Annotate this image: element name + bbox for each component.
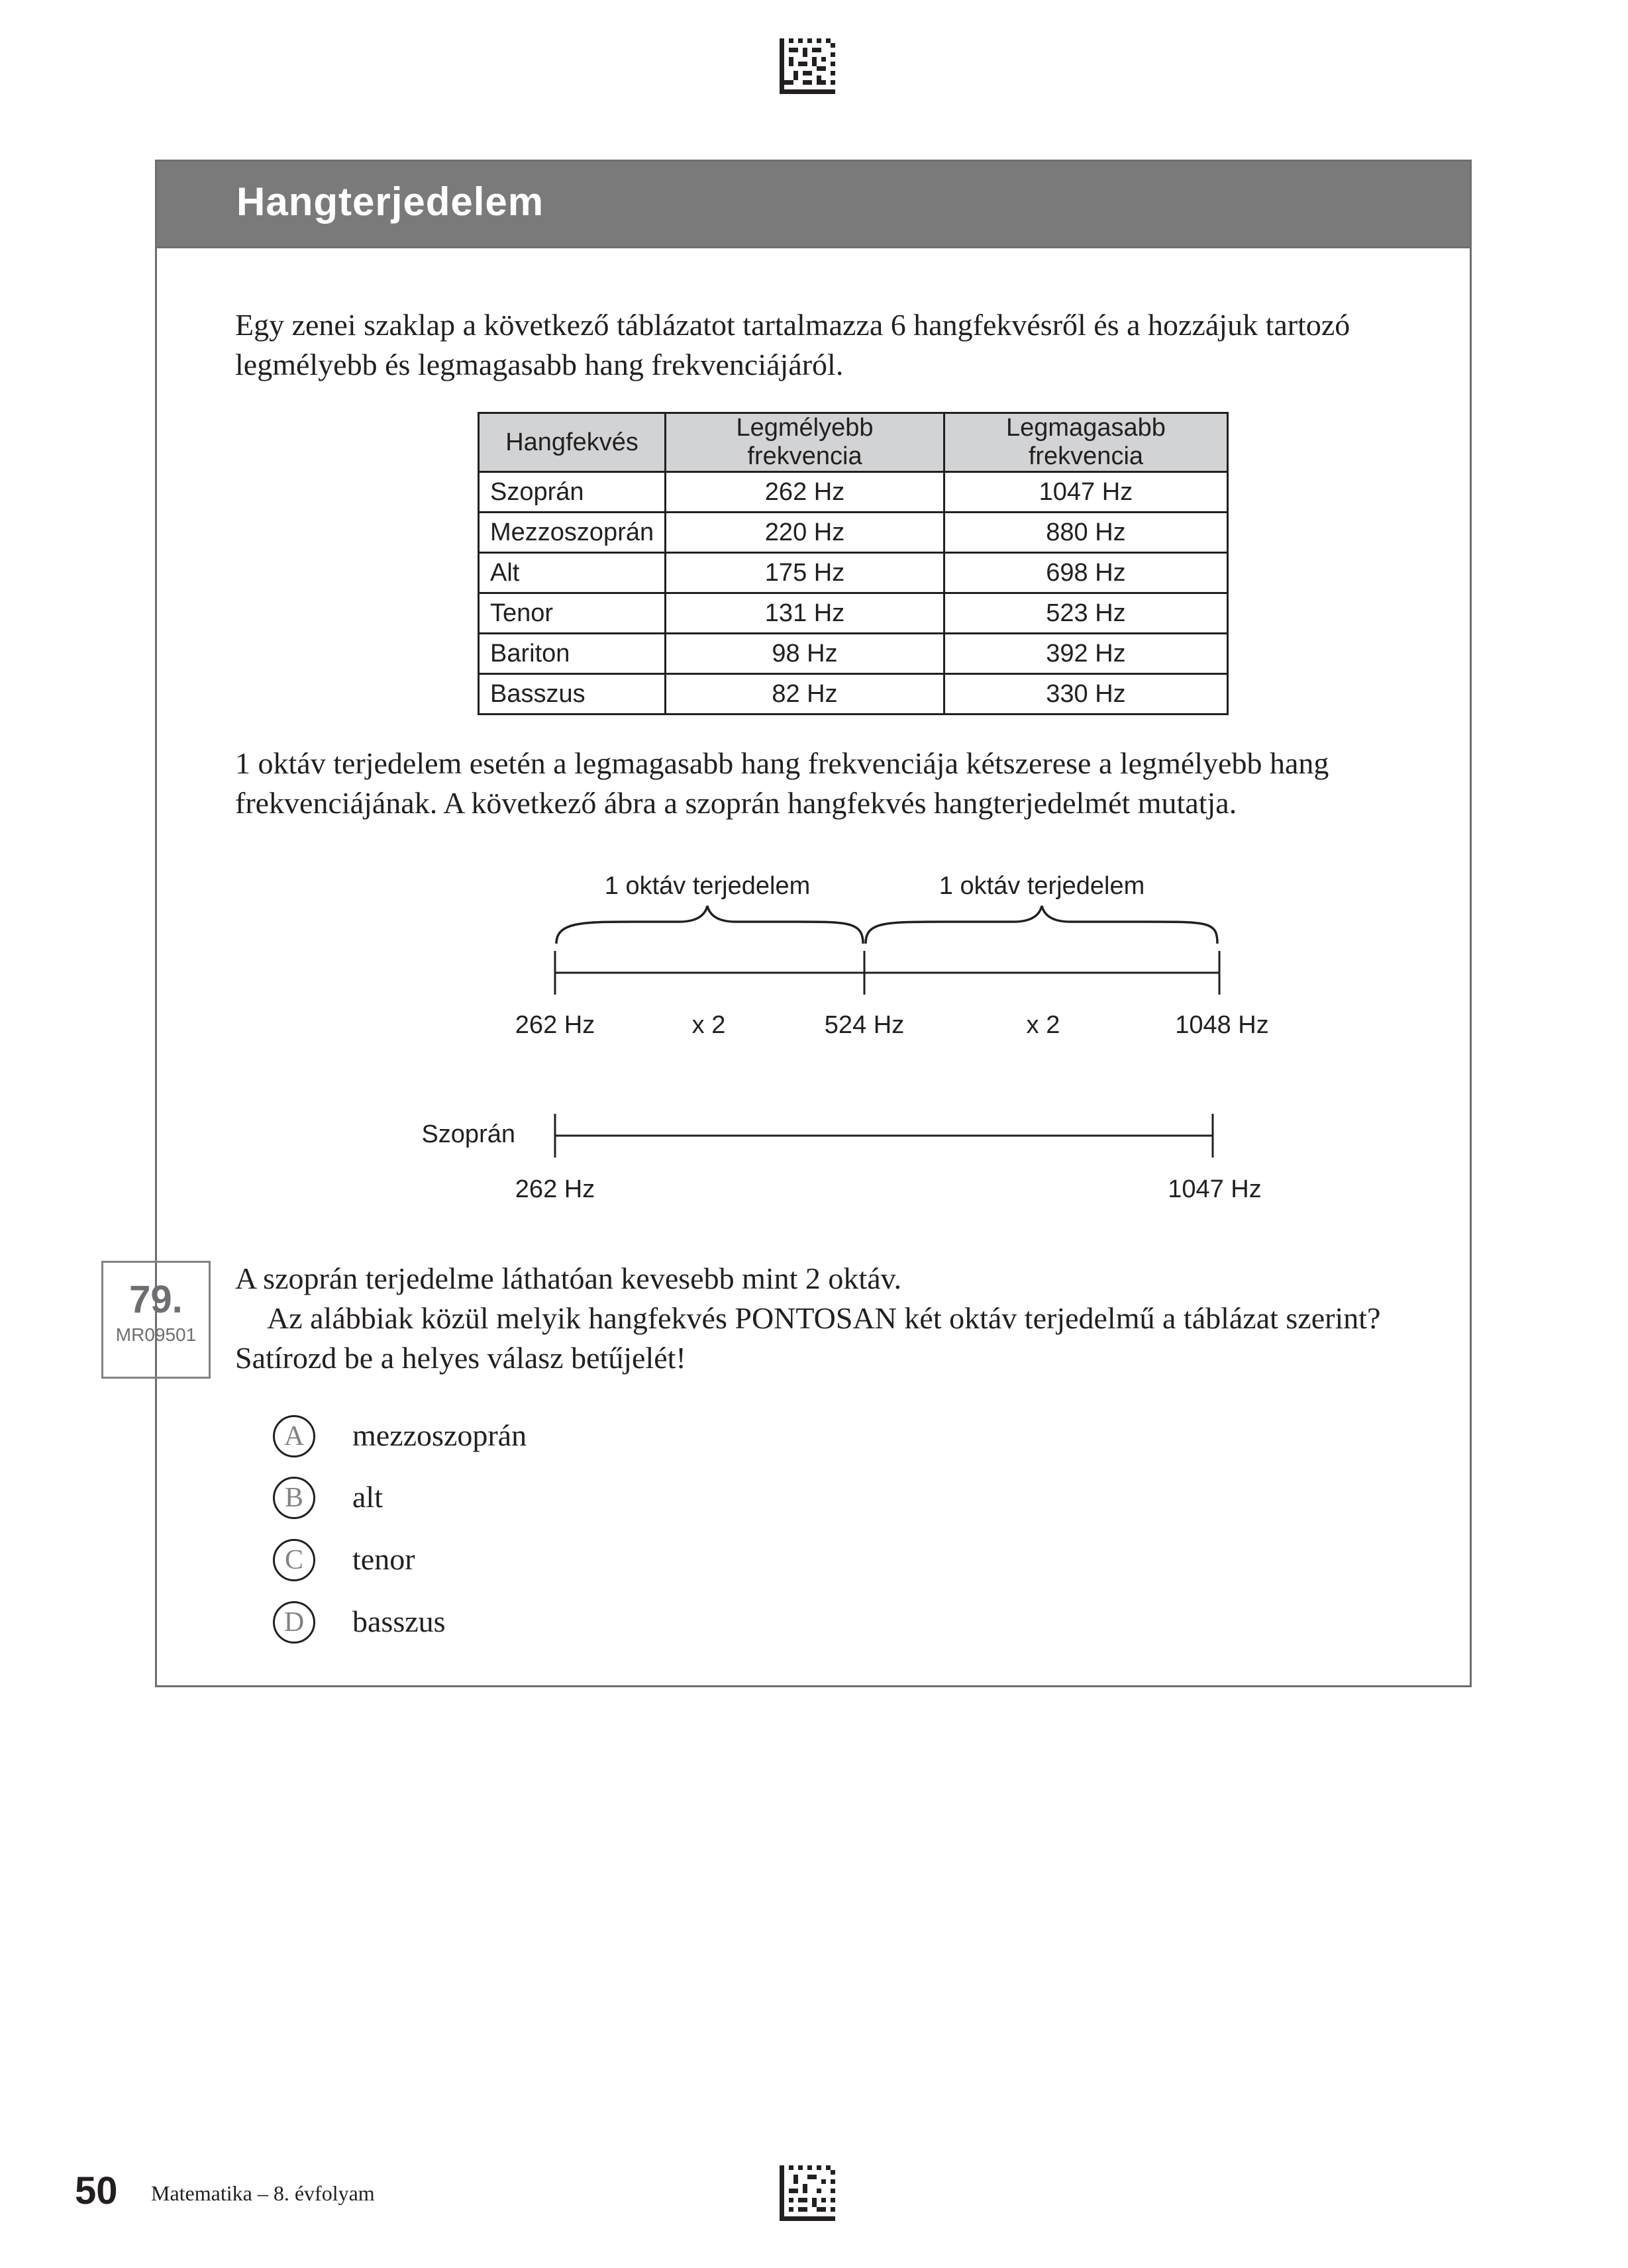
question-text [235,1259,1480,1378]
voice-cell: Bariton [479,634,666,674]
lowest-frequency-cell: 131 Hz [666,593,944,634]
highest-frequency-cell: 330 Hz [944,674,1227,715]
question-line: Satírozd be a helyes válasz betűjelét! [235,1341,686,1375]
column-header: Legmélyebb frekvencia [666,413,944,472]
tick-label: 262 Hz [515,1011,595,1039]
range-high-label: 1047 Hz [1168,1175,1262,1203]
octave-brace-left [556,906,863,944]
range-low-label: 262 Hz [515,1175,595,1203]
octave-brace-right [866,906,1217,944]
question-code: MR09501 [115,1324,197,1345]
answer-bubble[interactable]: C [273,1539,315,1581]
brace-label: 1 oktáv terjedelem [604,872,811,900]
page-number: 50 [75,2169,118,2212]
voice-cell: Mezzoszoprán [479,513,666,553]
tick-label: 1048 Hz [1175,1011,1269,1039]
highest-frequency-cell: 392 Hz [944,634,1227,674]
tick-label: 524 Hz [824,1011,905,1039]
voice-cell: Tenor [479,593,666,634]
page-title: Hangterjedelem [236,179,544,224]
datamatrix-code-icon [780,2165,835,2221]
answer-text: basszus [352,1604,446,1638]
voice-cell: Basszus [479,674,666,715]
answer-text: mezzoszoprán [352,1418,527,1452]
voice-cell: Szoprán [479,472,666,513]
multiplier-label: x 2 [1026,1011,1060,1039]
footer-label: Matematika – 8. évfolyam [151,2181,375,2205]
highest-frequency-cell: 880 Hz [944,513,1227,553]
voice-cell: Alt [479,553,666,593]
answer-bubble[interactable]: A [273,1415,315,1457]
question-line: Az alábbiak közül melyik hangfekvés PONTOSAN két oktáv terjedelmű a táblázat szerint? [267,1301,1381,1335]
lowest-frequency-cell: 82 Hz [666,674,944,715]
intro-text: Egy zenei szaklap a következő táblázatot tartalmazza 6 hangfekvésről és a hozzájuk tartozó legmélyebb és legmagasabb hang frekvenciájáról. [235,308,1350,381]
lowest-frequency-cell: 220 Hz [666,513,944,553]
highest-frequency-cell: 1047 Hz [944,472,1227,513]
question-line: A szoprán terjedelme láthatóan kevesebb mint 2 oktáv. [235,1261,902,1295]
question-number: 79. [129,1278,183,1321]
brace-label: 1 oktáv terjedelem [939,872,1145,900]
highest-frequency-cell: 698 Hz [944,553,1227,593]
column-header: Hangfekvés [479,413,666,472]
answer-bubble[interactable]: B [273,1477,315,1519]
lowest-frequency-cell: 262 Hz [666,472,944,513]
answer-text: tenor [352,1542,415,1576]
multiplier-label: x 2 [691,1011,726,1039]
lowest-frequency-cell: 98 Hz [666,634,944,674]
highest-frequency-cell: 523 Hz [944,593,1227,634]
question-number-box [101,1261,211,1379]
range-label: Szoprán [421,1120,515,1148]
lowest-frequency-cell: 175 Hz [666,553,944,593]
octave-explanation: 1 oktáv terjedelem esetén a legmagasabb hang frekvenciája kétszerese a legmélyebb hang frekvenciájának. A következő ábra a szoprán hangfekvés hangterjedelmét mutatja. [235,746,1329,820]
column-header: Legmagasabb frekvencia [944,413,1227,472]
answer-text: alt [352,1480,383,1514]
answer-bubble[interactable]: D [273,1601,315,1644]
